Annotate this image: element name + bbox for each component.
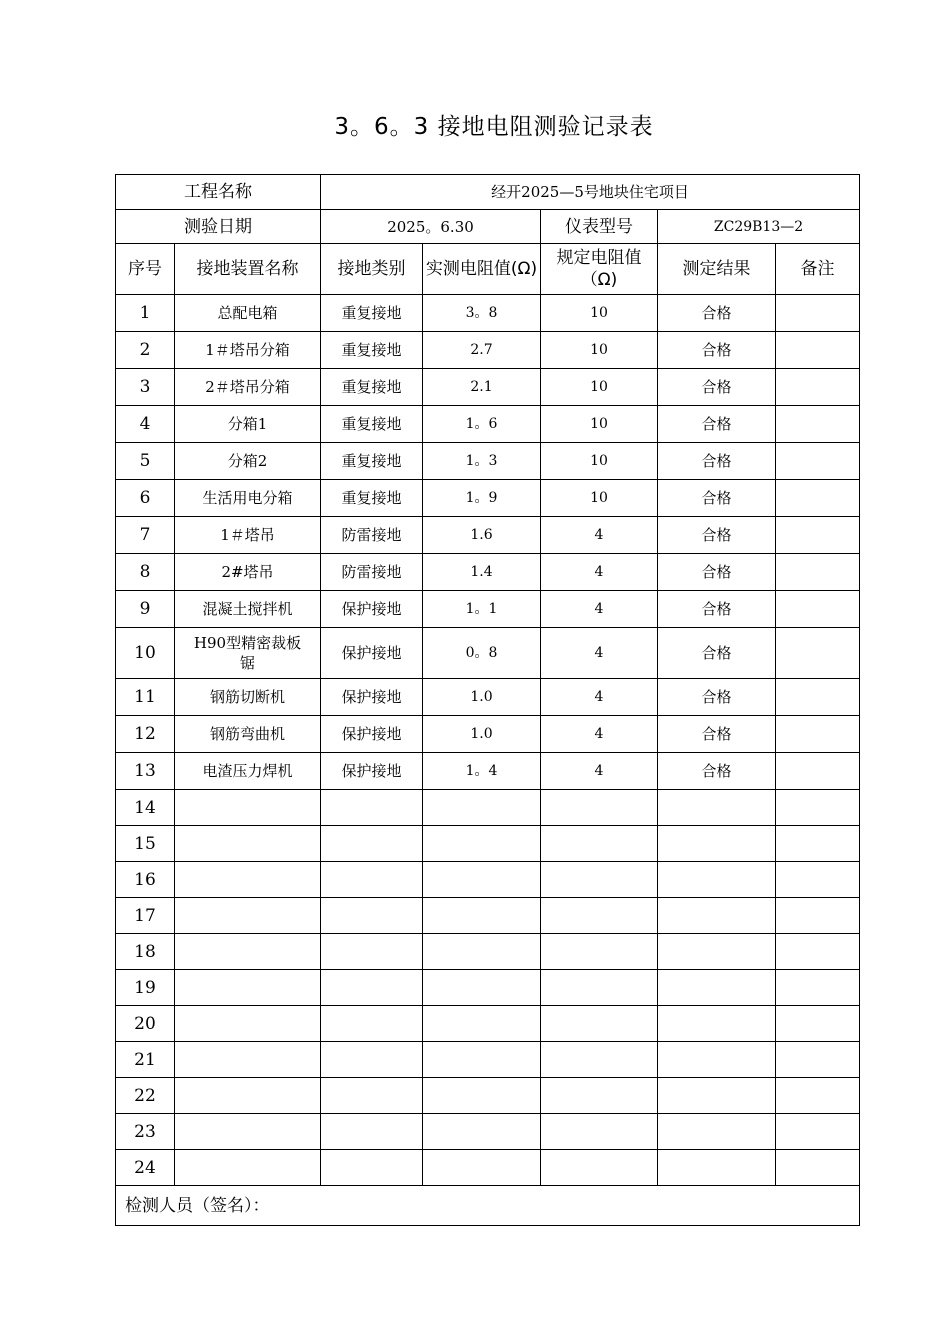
row-number: 13: [116, 753, 175, 790]
measured-resistance: 1.6: [423, 517, 541, 554]
device-name: [175, 862, 321, 898]
row-number: 23: [116, 1114, 175, 1150]
note: [776, 934, 860, 970]
table-row: [116, 628, 860, 679]
test-result: 合格: [658, 406, 776, 443]
table-row: [116, 1042, 860, 1078]
table-row: [116, 480, 860, 517]
device-name: [175, 898, 321, 934]
specified-resistance: [541, 1114, 658, 1150]
ground-type: 重复接地: [321, 332, 423, 369]
note: [776, 517, 860, 554]
header-measured-resistance: 实测电阻值(Ω): [423, 244, 541, 295]
measured-resistance: 0。8: [423, 628, 541, 679]
test-result: 合格: [658, 716, 776, 753]
table-row: [116, 753, 860, 790]
measured-resistance: [423, 790, 541, 826]
header-device-name: 接地装置名称: [175, 244, 321, 295]
measured-resistance: [423, 934, 541, 970]
table-row: [116, 862, 860, 898]
instrument-value: ZC29B13—2: [658, 210, 860, 244]
test-result: [658, 1006, 776, 1042]
device-name: 分箱1: [175, 406, 321, 443]
specified-resistance: [541, 1078, 658, 1114]
note: [776, 406, 860, 443]
ground-type: [321, 1006, 423, 1042]
project-label: 工程名称: [116, 175, 321, 210]
test-result: 合格: [658, 753, 776, 790]
specified-resistance: 10: [541, 406, 658, 443]
device-name: [175, 1042, 321, 1078]
ground-type: [321, 1150, 423, 1186]
note: [776, 1042, 860, 1078]
ground-type: [321, 934, 423, 970]
ground-type: 重复接地: [321, 369, 423, 406]
page-title: 3。6。3 接地电阻测验记录表: [334, 114, 654, 140]
test-result: 合格: [658, 628, 776, 679]
note: [776, 332, 860, 369]
ground-type: [321, 898, 423, 934]
row-number: 3: [116, 369, 175, 406]
test-result: [658, 862, 776, 898]
inspector-signature-label: 检测人员（签名）：: [116, 1186, 860, 1226]
row-number: 2: [116, 332, 175, 369]
test-result: [658, 1150, 776, 1186]
table-row: [116, 554, 860, 591]
specified-resistance: [541, 790, 658, 826]
instrument-label: 仪表型号: [541, 210, 658, 244]
table-row: [116, 591, 860, 628]
note: [776, 716, 860, 753]
specified-resistance: 10: [541, 295, 658, 332]
specified-resistance: [541, 1006, 658, 1042]
ground-type: [321, 1042, 423, 1078]
device-name: [175, 1150, 321, 1186]
row-number: 14: [116, 790, 175, 826]
ground-type: 防雷接地: [321, 554, 423, 591]
note: [776, 480, 860, 517]
specified-resistance: 4: [541, 591, 658, 628]
table-row: [116, 826, 860, 862]
note: [776, 1150, 860, 1186]
date-value: 2025。6.30: [321, 210, 541, 244]
device-name: 1＃塔吊分箱: [175, 332, 321, 369]
note: [776, 628, 860, 679]
measured-resistance: 1.0: [423, 716, 541, 753]
measured-resistance: 2.1: [423, 369, 541, 406]
note: [776, 790, 860, 826]
note: [776, 898, 860, 934]
specified-resistance: [541, 1042, 658, 1078]
measured-resistance: 1。4: [423, 753, 541, 790]
test-result: [658, 898, 776, 934]
row-number: 17: [116, 898, 175, 934]
header-specified-resistance: 规定电阻值（Ω): [541, 244, 658, 295]
specified-resistance: [541, 826, 658, 862]
measured-resistance: 1。9: [423, 480, 541, 517]
measured-resistance: [423, 970, 541, 1006]
specified-resistance: 4: [541, 753, 658, 790]
test-result: 合格: [658, 369, 776, 406]
row-number: 4: [116, 406, 175, 443]
device-name: 电渣压力焊机: [175, 753, 321, 790]
device-name: [175, 826, 321, 862]
project-row: [116, 175, 860, 210]
table-row: [116, 295, 860, 332]
row-number: 15: [116, 826, 175, 862]
row-number: 10: [116, 628, 175, 679]
table-row: [116, 1150, 860, 1186]
device-name: 分箱2: [175, 443, 321, 480]
date-label: 测验日期: [116, 210, 321, 244]
table-row: [116, 369, 860, 406]
specified-resistance: 4: [541, 554, 658, 591]
test-result: 合格: [658, 517, 776, 554]
measured-resistance: [423, 898, 541, 934]
row-number: 5: [116, 443, 175, 480]
device-name: [175, 934, 321, 970]
specified-resistance: 10: [541, 332, 658, 369]
row-number: 11: [116, 679, 175, 716]
table-row: [116, 716, 860, 753]
device-name: [175, 1078, 321, 1114]
ground-type: 保护接地: [321, 679, 423, 716]
note: [776, 554, 860, 591]
device-name: [175, 1114, 321, 1150]
device-name: 1＃塔吊: [175, 517, 321, 554]
header-no: 序号: [116, 244, 175, 295]
row-number: 9: [116, 591, 175, 628]
ground-type: [321, 862, 423, 898]
table-row: [116, 679, 860, 716]
measured-resistance: 1.4: [423, 554, 541, 591]
table-row: [116, 1006, 860, 1042]
ground-type: 重复接地: [321, 443, 423, 480]
row-number: 12: [116, 716, 175, 753]
device-name: 总配电箱: [175, 295, 321, 332]
measured-resistance: [423, 862, 541, 898]
measured-resistance: 1。6: [423, 406, 541, 443]
test-result: 合格: [658, 554, 776, 591]
table-row: [116, 443, 860, 480]
row-number: 7: [116, 517, 175, 554]
note: [776, 369, 860, 406]
table-row: [116, 1078, 860, 1114]
inspector-row: [116, 1186, 860, 1226]
device-name: [175, 1006, 321, 1042]
row-number: 24: [116, 1150, 175, 1186]
measured-resistance: 1。1: [423, 591, 541, 628]
project-value: 经开2025—5号地块住宅项目: [321, 175, 860, 210]
test-result: [658, 934, 776, 970]
ground-type: [321, 1114, 423, 1150]
date-row: [116, 210, 860, 244]
measured-resistance: [423, 1042, 541, 1078]
device-name: [175, 970, 321, 1006]
note: [776, 826, 860, 862]
specified-resistance: 4: [541, 716, 658, 753]
ground-type: [321, 790, 423, 826]
ground-type: 保护接地: [321, 753, 423, 790]
specified-resistance: 4: [541, 628, 658, 679]
test-result: 合格: [658, 332, 776, 369]
table-row: [116, 517, 860, 554]
measured-resistance: [423, 1114, 541, 1150]
ground-type: [321, 970, 423, 1006]
ground-type: [321, 826, 423, 862]
table-row: [116, 970, 860, 1006]
ground-type: 防雷接地: [321, 517, 423, 554]
header-ground-type: 接地类别: [321, 244, 423, 295]
measured-resistance: [423, 1078, 541, 1114]
row-number: 22: [116, 1078, 175, 1114]
note: [776, 862, 860, 898]
note: [776, 591, 860, 628]
test-result: [658, 826, 776, 862]
device-name: 钢筋切断机: [175, 679, 321, 716]
specified-resistance: [541, 970, 658, 1006]
device-name: H90型精密裁板锯: [175, 628, 321, 679]
specified-resistance: [541, 862, 658, 898]
ground-type: 重复接地: [321, 295, 423, 332]
row-number: 21: [116, 1042, 175, 1078]
test-result: 合格: [658, 679, 776, 716]
test-result: [658, 1042, 776, 1078]
ground-type: 保护接地: [321, 716, 423, 753]
header-result: 测定结果: [658, 244, 776, 295]
specified-resistance: 4: [541, 679, 658, 716]
note: [776, 970, 860, 1006]
test-result: [658, 1114, 776, 1150]
row-number: 16: [116, 862, 175, 898]
specified-resistance: 10: [541, 443, 658, 480]
table-row: [116, 934, 860, 970]
header-row: [116, 244, 860, 295]
measured-resistance: 2.7: [423, 332, 541, 369]
note: [776, 295, 860, 332]
test-result: [658, 970, 776, 1006]
specified-resistance: [541, 898, 658, 934]
test-result: [658, 1078, 776, 1114]
measured-resistance: [423, 1150, 541, 1186]
note: [776, 443, 860, 480]
measured-resistance: 3。8: [423, 295, 541, 332]
ground-type: 重复接地: [321, 406, 423, 443]
row-number: 8: [116, 554, 175, 591]
measured-resistance: 1.0: [423, 679, 541, 716]
note: [776, 1006, 860, 1042]
row-number: 18: [116, 934, 175, 970]
note: [776, 753, 860, 790]
measured-resistance: [423, 1006, 541, 1042]
table-row: [116, 1114, 860, 1150]
test-result: [658, 790, 776, 826]
table-row: [116, 406, 860, 443]
device-name: 混凝土搅拌机: [175, 591, 321, 628]
note: [776, 1114, 860, 1150]
ground-type: 保护接地: [321, 628, 423, 679]
device-name: 钢筋弯曲机: [175, 716, 321, 753]
row-number: 6: [116, 480, 175, 517]
device-name: 生活用电分箱: [175, 480, 321, 517]
specified-resistance: 10: [541, 480, 658, 517]
header-note: 备注: [776, 244, 860, 295]
specified-resistance: 10: [541, 369, 658, 406]
grounding-record-table: [115, 174, 860, 1226]
measured-resistance: 1。3: [423, 443, 541, 480]
specified-resistance: [541, 1150, 658, 1186]
note: [776, 679, 860, 716]
test-result: 合格: [658, 591, 776, 628]
specified-resistance: 4: [541, 517, 658, 554]
test-result: 合格: [658, 295, 776, 332]
ground-type: [321, 1078, 423, 1114]
measured-resistance: [423, 826, 541, 862]
device-name: 2＃塔吊分箱: [175, 369, 321, 406]
row-number: 1: [116, 295, 175, 332]
row-number: 19: [116, 970, 175, 1006]
table-row: [116, 898, 860, 934]
specified-resistance: [541, 934, 658, 970]
note: [776, 1078, 860, 1114]
device-name: [175, 790, 321, 826]
test-result: 合格: [658, 443, 776, 480]
row-number: 20: [116, 1006, 175, 1042]
test-result: 合格: [658, 480, 776, 517]
table-row: [116, 790, 860, 826]
device-name: 2#塔吊: [175, 554, 321, 591]
ground-type: 保护接地: [321, 591, 423, 628]
table-row: [116, 332, 860, 369]
ground-type: 重复接地: [321, 480, 423, 517]
